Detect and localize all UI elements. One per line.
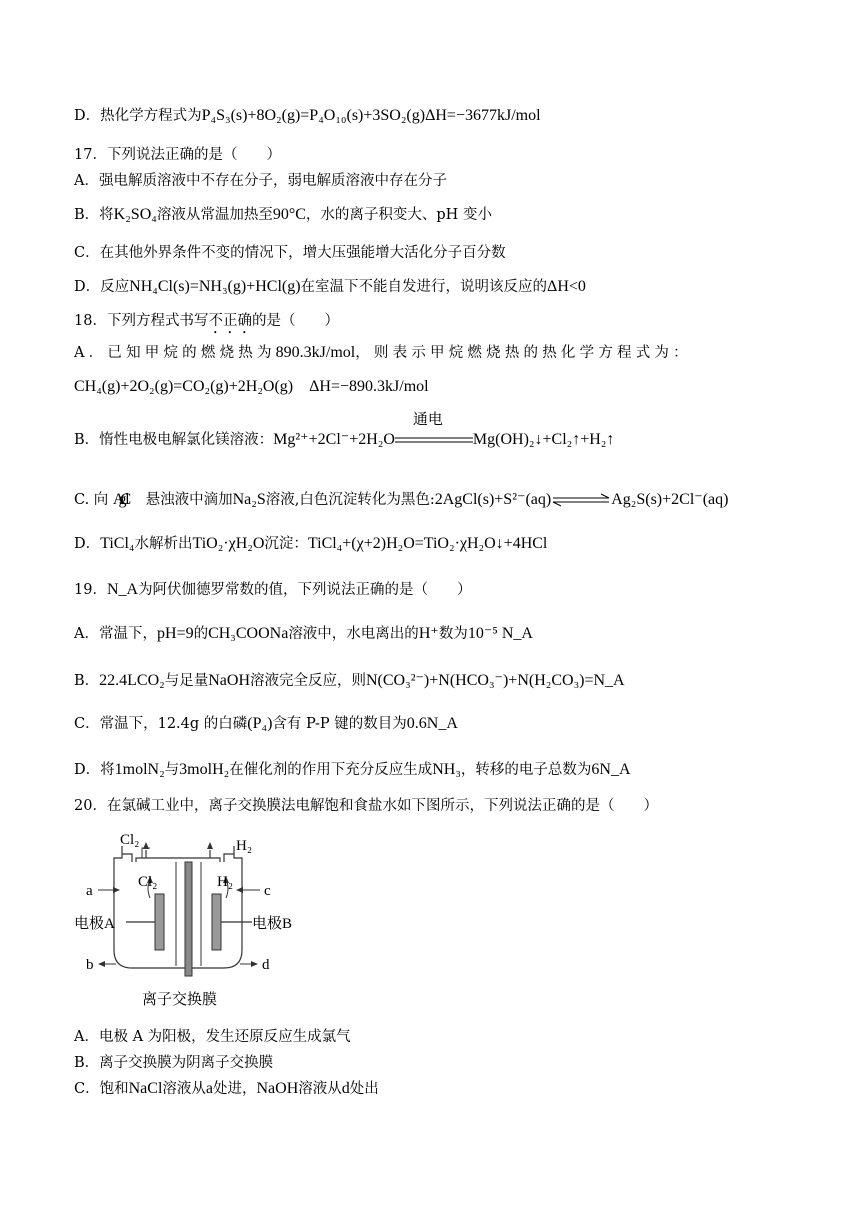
q17-b-mid: 溶液从常温加热至 — [156, 207, 273, 223]
q17-stem: 17．下列说法正确的是（ ） — [74, 147, 281, 163]
q19-d-mid: 与 — [164, 762, 180, 778]
q18-d-mid2: 沉淀： — [264, 536, 308, 552]
q18-c-chem: Na₂S — [232, 491, 266, 508]
q18-b-left: Mg²⁺+2Cl⁻+2H₂O — [273, 431, 395, 448]
q19-d-nh3: NH₃ — [432, 761, 461, 778]
q19-stem — [74, 580, 472, 600]
q18-stem-post: 的是（ ） — [251, 313, 339, 329]
electrode-b-plate — [212, 894, 221, 950]
q19-b-eq: N(CO₃²⁻)+N(HCO₃⁻)+N(H₂CO₃)=N_A — [366, 672, 625, 689]
q20-option-a: A．电极 A 为阳极，发生还原反应生成氯气 — [74, 1029, 351, 1045]
q19-c-pre: C．常温下，12.4g 的白磷 — [74, 716, 248, 732]
q18-d-mid: 水解析出 — [134, 536, 193, 552]
label-h2-top: H₂ — [236, 838, 253, 854]
electrode-a-plate — [155, 894, 164, 950]
q19-a-mid: 的 — [193, 626, 209, 642]
q19-a-chem: CH₃COONa — [208, 625, 289, 642]
q17-b-temp: 90°C — [272, 206, 306, 223]
double-line-icon — [395, 430, 473, 450]
q19-d-h2: 3molH₂ — [179, 761, 230, 778]
q19-c-mid: 含有 P-P 键的数目为 — [272, 716, 407, 732]
label-electrode-a: 电极A — [74, 916, 115, 932]
q19-option-a — [74, 624, 533, 644]
q19-a-pre: A．常温下， — [74, 626, 157, 642]
q17-option-b — [74, 205, 492, 225]
q19-option-c — [74, 714, 458, 734]
label-a: a — [86, 883, 93, 899]
q17-d-pre: D．反应 — [74, 279, 130, 295]
inlet-a-arrow-icon — [113, 887, 120, 893]
q20-c-naoh: NaOH — [256, 1080, 299, 1097]
q19-a-val: 10⁻⁵ N_A — [467, 625, 533, 642]
q19-a-mid3: 数为 — [438, 626, 468, 642]
label-d: d — [262, 957, 270, 973]
q18-option-c — [74, 490, 728, 510]
q18-option-a — [74, 343, 692, 363]
q19-b-pre: B． — [74, 673, 100, 689]
q20-option-b: B．离子交换膜为阴离子交换膜 — [74, 1055, 274, 1071]
q18-b-condition-arrow — [395, 410, 473, 450]
q17-option-a: A．强电解质溶液中不存在分子，弱电解质溶液中存在分子 — [74, 173, 447, 189]
q17-b-pre: B．将 — [74, 207, 114, 223]
q19-c-val: 0.6N_A — [406, 715, 458, 732]
q20-c-d: d — [341, 1080, 350, 1097]
q19-d-pre: D．将 — [74, 762, 115, 778]
ion-exchange-membrane — [185, 862, 192, 976]
q16-d-prefix: D．热化学方程式为 — [74, 108, 202, 124]
q18-stem-pre: 18．下列方程式书写 — [74, 313, 209, 329]
q18-a-text2: ，则表示甲烷燃烧热的热化学方程式为： — [355, 345, 692, 361]
electrolysis-cell-diagram — [74, 828, 314, 1013]
q19-a-ion: H⁺ — [418, 625, 439, 642]
label-h2-inner: H₂ — [217, 874, 234, 890]
q19-option-d — [74, 760, 631, 780]
q20-c-post: 处出 — [349, 1081, 379, 1097]
equilibrium-arrow-icon — [551, 490, 611, 510]
q18-b-right: Mg(OH)₂↓+Cl₂↑+H₂↑ — [472, 431, 615, 448]
q19-a-mid2: 溶液中，水电离出的 — [288, 626, 419, 642]
label-electrode-b: 电极B — [252, 916, 293, 932]
label-b: b — [86, 957, 94, 973]
q20-c-a: a — [205, 1080, 213, 1097]
label-membrane: 离子交换膜 — [142, 992, 218, 1008]
q17-option-c: C．在其他外界条件不变的情况下，增大压强能增大活化分子百分数 — [74, 245, 506, 261]
q17-b-chem: K₂SO₄ — [113, 206, 157, 223]
q20-c-mid: 溶液从 — [162, 1081, 206, 1097]
q18-c-pre: C. 向 — [74, 492, 113, 508]
q18-stem-emphasis: 不正确 — [208, 313, 252, 329]
outlet-d-arrow-icon — [251, 961, 258, 967]
q18-a-text: A．已知甲烷的燃烧热为 — [74, 345, 276, 361]
q18-option-b — [74, 410, 615, 450]
label-c: c — [264, 883, 271, 899]
q16-option-d — [74, 106, 541, 126]
q17-d-post: 在室温下不能自发进行，说明该反应的 — [300, 279, 548, 295]
q20-c-mid2: 处进， — [213, 1081, 257, 1097]
q17-option-d — [74, 277, 586, 297]
q19-c-chem: (P₄) — [247, 715, 273, 732]
q19-d-mid3: ，转移的电子总数为 — [460, 762, 592, 778]
q20-option-c — [74, 1079, 379, 1099]
label-cl2-inner: Cl₂ — [138, 874, 158, 890]
q18-c-glyph: AgCl — [112, 491, 124, 508]
q18-d-eq: TiCl₄+(χ+2)H₂O=TiO₂·χH₂O↓+4HCl — [307, 535, 548, 552]
h2-out-arrow-icon — [207, 842, 213, 849]
q19-option-b — [74, 671, 625, 691]
q20-c-pre: C．饱和 — [74, 1081, 129, 1097]
q18-c-right: Ag₂S(s)+2Cl⁻(aq) — [611, 491, 729, 508]
q19-stem-pre: 19． — [74, 582, 107, 598]
q18-a-val: 890.3kJ/mol — [275, 344, 356, 361]
inlet-c-arrow-icon — [236, 887, 243, 893]
q17-b-post: ，水的离子积变大、pH 变小 — [305, 207, 492, 223]
vessel-outline — [114, 846, 242, 968]
q20-c-mid3: 溶液从 — [298, 1081, 342, 1097]
q19-stem-post: 为阿伏伽德罗常数的值，下列说法正确的是（ ） — [138, 582, 472, 598]
q18-d-chem2: TiO₂·χH₂O — [192, 535, 265, 552]
q17-d-end: ΔH<0 — [547, 278, 586, 295]
q19-d-n2: 1molN₂ — [114, 761, 165, 778]
q19-b-chem: 22.4LCO₂ — [99, 672, 165, 689]
q18-c-mid2: 溶液,白色沉淀转化为黑色: — [265, 492, 435, 508]
q19-d-val: 6N_A — [591, 761, 631, 778]
q18-a-equation: CH₄(g)+2O₂(g)=CO₂(g)+2H₂O(g) ΔH=−890.3kJ/mol — [74, 378, 429, 395]
q19-d-mid2: 在催化剂的作用下充分反应生成 — [229, 762, 433, 778]
q18-d-pre: D． — [74, 536, 101, 552]
q18-stem — [74, 311, 339, 337]
q18-c-left: 2AgCl(s)+S²⁻(aq) — [434, 491, 552, 508]
label-cl2-top: Cl₂ — [120, 832, 140, 848]
q18-option-d — [74, 534, 547, 554]
q19-a-ph: pH=9 — [156, 625, 194, 642]
q19-b-mid2: 溶液完全反应，则 — [250, 673, 366, 689]
q20-c-nacl: NaCl — [128, 1080, 163, 1097]
q19-b-naoh: NaOH — [208, 672, 250, 689]
outlet-b-arrow-icon — [98, 961, 105, 967]
q16-d-equation: P₄S₃(s)+8O₂(g)=P₄O₁₀(s)+3SO₂(g)ΔH=−3677kJ/mol — [201, 107, 541, 124]
q18-b-pre: B．惰性电极电解氯化镁溶液： — [74, 432, 274, 448]
q18-c-mid: 悬浊液中滴加 — [145, 492, 233, 508]
cl2-out-arrow-icon — [143, 842, 149, 849]
q18-b-condition: 通电 — [412, 410, 443, 428]
q20-stem: 20．在氯碱工业中，离子交换膜法电解饱和食盐水如下图所示，下列说法正确的是（ ） — [74, 798, 658, 814]
q17-d-eq: NH₄Cl(s)=NH₃(g)+HCl(g) — [129, 278, 301, 295]
q19-b-mid: 与足量 — [164, 673, 209, 689]
q18-d-chem1: TiCl₄ — [100, 535, 135, 552]
q19-stem-na: N_A — [106, 581, 139, 598]
